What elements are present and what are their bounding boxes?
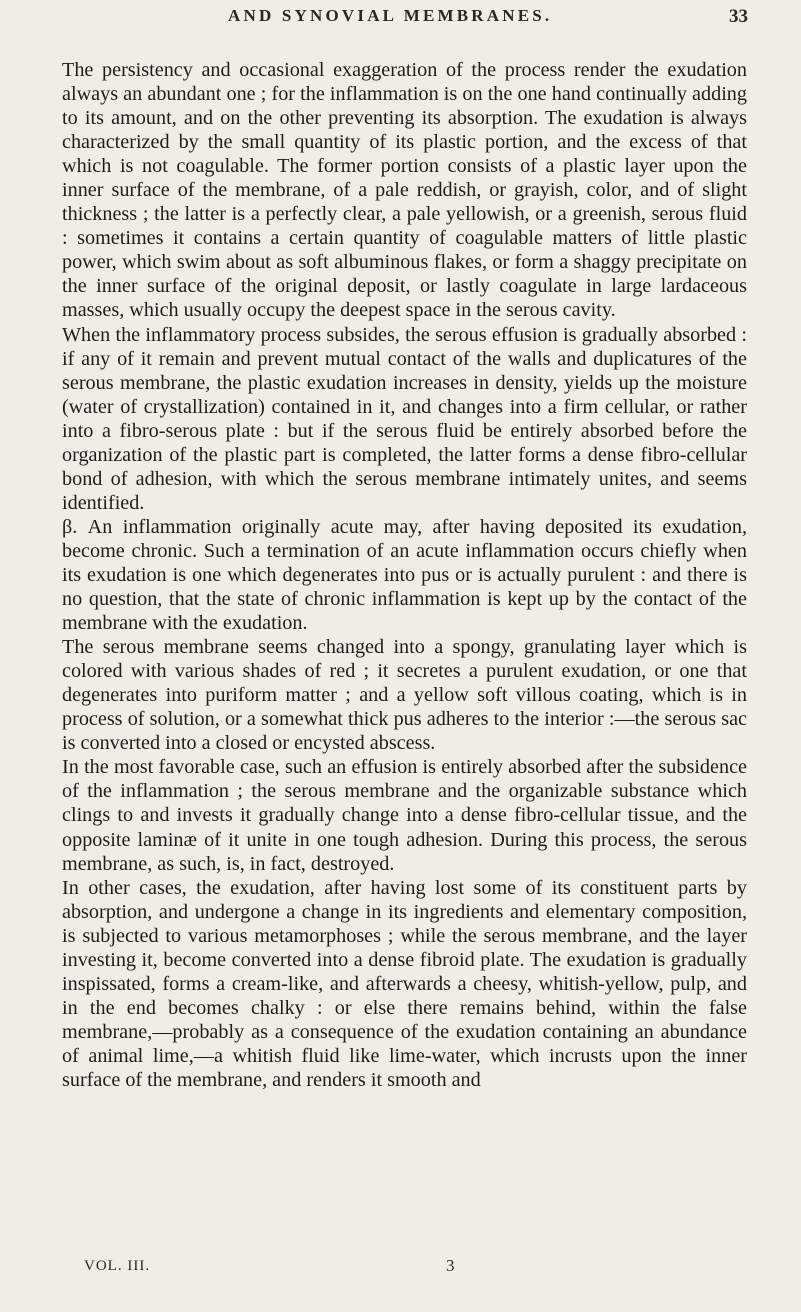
page-footer [84,1258,484,1280]
paragraph: The serous membrane seems changed into a spongy, granulating layer which is colored with various shades of red ; it secretes a purulent exudation, or one that degenerates into puriform matter ; and a yellow soft villous coating, which is in process of solution, or a somewhat thick pus adheres to the interior :—the serous sac is converted into a closed or encysted abscess. [62,636,747,755]
paragraph: When the inflammatory process subsides, the serous effusion is gradually absorbed : if any of it remain and prevent mutual contact of the walls and duplicatures of the serous membrane, the plastic exudation increases in density, yields up the moisture (water of crystallization) contained in it, and changes into a firm cellular, or rather into a fibro-serous plate : but if the serous fluid be entirely absorbed before the organization of the plastic part is completed, the latter forms a dense fibro-cellular bond of adhesion, with which the serous membrane intimately unites, and seems identified. [62,323,747,514]
running-head [228,6,748,30]
signature-mark: 3 [446,1256,455,1275]
paragraph: β. An inflammation originally acute may, after having deposited its exudation, become chronic. Such a termination of an acute inflammation occurs chiefly when its exudation is one which degenerates into pus or is actually purulent : and there is no question, that the state of chronic inflammation is kept up by the contact of the membrane with the exudation. [62,515,747,635]
paragraph: In other cases, the exudation, after having lost some of its constituent parts by absorption, and undergone a change in its ingredients and elementary composition, is subjected to various metamorphoses ; while the serous membrane, and the layer investing it, become converted into a dense fibroid plate. The exudation is gradually inspissated, forms a cream-like, and afterwards a cheesy, whitish-yellow, pulp, and in the end becomes chalky : or else there remains behind, within the false membrane,—probably as a consequence of the exudation containing an abundance of animal lime,—a whitish fluid like lime-water, which incrusts upon the inner surface of the membrane, and renders it smooth and [62,876,747,1091]
paragraph: The persistency and occasional exaggeration of the process render the exudation always an abundant one ; for the inflammation is on the one hand continually adding to its amount, and on the other preventing its absorption. The exudation is always characterized by the small quantity of its plastic portion, and the excess of that which is not coagulable. The former portion consists of a plastic layer upon the inner surface of the membrane, of a pale reddish, or grayish, color, and of slight thickness ; the latter is a perfectly clear, a pale yellowish, or a greenish, serous fluid : sometimes it contains a certain quantity of coagulable matters of little plastic power, which swim about as soft albuminous flakes, or form a shaggy precipitate on the inner surface of the original deposit, or lastly coagulate in large lardaceous masses, which usually occupy the deepest space in the serous cavity. [62,59,747,322]
paragraph: In the most favorable case, such an effusion is entirely absorbed after the subsidence of the inflammation ; the serous membrane and the organizable substance which clings to and invests it gradually change into a dense fibro-cellular tissue, and the opposite laminæ of it unite in one tough adhesion. During this process, the serous membrane, as such, is, in fact, destroyed. [62,756,747,875]
body-text [62,58,747,1092]
volume-label: VOL. III. [84,1258,151,1274]
page-number: 33 [729,6,748,27]
running-title: AND SYNOVIAL MEMBRANES. [228,6,553,25]
